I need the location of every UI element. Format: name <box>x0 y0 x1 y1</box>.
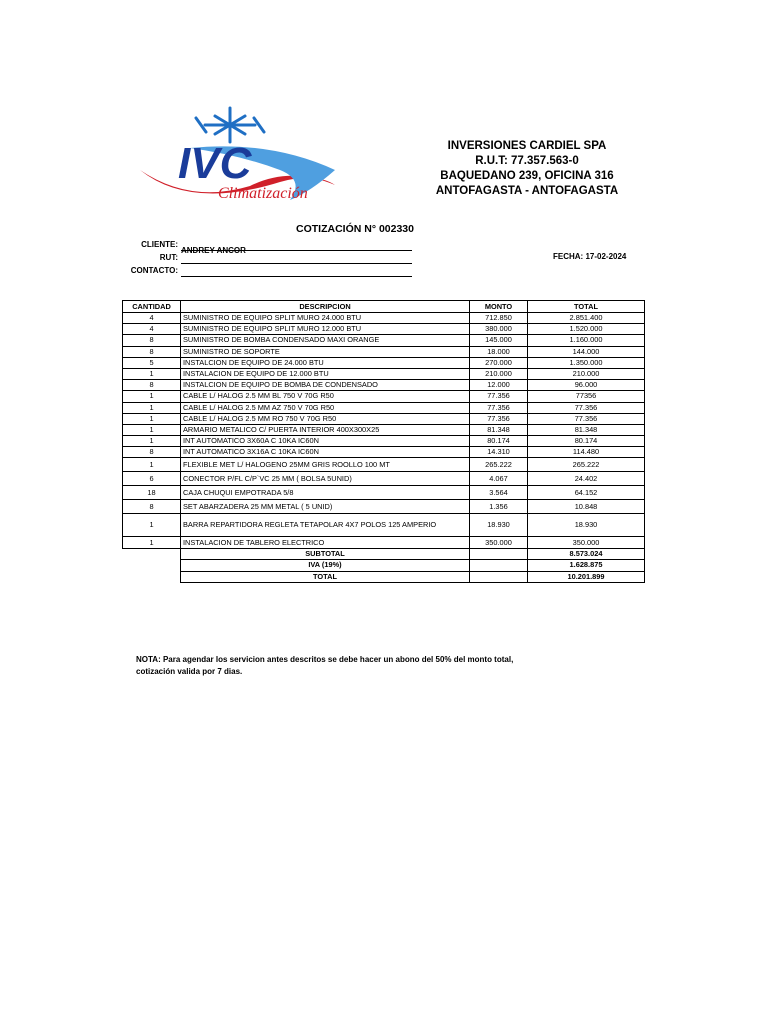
row-descripcion: SUMINISTRO DE SOPORTE <box>181 346 470 357</box>
row-descripcion: INSTALACION DE EQUIPO DE 12.000 BTU <box>181 368 470 379</box>
table-row <box>123 368 645 379</box>
company-name: INVERSIONES CARDIEL SPA <box>447 140 607 152</box>
table-row <box>123 313 645 324</box>
company-header <box>400 139 654 199</box>
table-row <box>123 537 645 548</box>
row-total: 96.000 <box>528 380 645 391</box>
row-total: 144.000 <box>528 346 645 357</box>
nota-text: NOTA: Para agendar los servicion antes descritos se debe hacer un abono del 50% del monto total, cotización valida por 7 dias. <box>136 655 514 676</box>
ivc-logo-graphic <box>130 100 340 218</box>
contacto-line <box>181 266 412 277</box>
total-value: 10.201.899 <box>528 571 645 583</box>
row-cantidad: 8 <box>123 380 181 391</box>
row-cantidad: 8 <box>123 447 181 458</box>
row-descripcion: CABLE L/ HALOG 2.5 MM RO 750 V 70G R50 <box>181 413 470 424</box>
header-cantidad: CANTIDAD <box>123 301 181 313</box>
row-monto: 270.000 <box>470 357 528 368</box>
row-cantidad: 1 <box>123 402 181 413</box>
row-monto: 145.000 <box>470 335 528 346</box>
table-row <box>123 472 645 486</box>
row-total: 114.480 <box>528 447 645 458</box>
table-row <box>123 436 645 447</box>
table-row <box>123 458 645 472</box>
row-cantidad: 4 <box>123 324 181 335</box>
row-cantidad: 8 <box>123 500 181 514</box>
row-total: 210.000 <box>528 368 645 379</box>
quote-title: COTIZACIÓN N° 002330 <box>296 223 414 235</box>
row-monto: 3.564 <box>470 486 528 500</box>
row-descripcion: INSTALACION DE TABLERO ELECTRICO <box>181 537 470 548</box>
table-row <box>123 402 645 413</box>
header-descripcion: DESCRIPCION <box>181 301 470 313</box>
table-header-row <box>123 301 645 313</box>
header-total: TOTAL <box>528 301 645 313</box>
row-cantidad: 1 <box>123 391 181 402</box>
items-table <box>122 300 645 583</box>
table-row <box>123 514 645 537</box>
row-cantidad: 1 <box>123 424 181 435</box>
fecha <box>553 252 626 261</box>
table-row <box>123 413 645 424</box>
row-total: 64.152 <box>528 486 645 500</box>
row-descripcion: ARMARIO METALICO C/ PUERTA INTERIOR 400X300X25 <box>181 424 470 435</box>
row-descripcion: SUMINISTRO DE EQUIPO SPLIT MURO 24.000 BTU <box>181 313 470 324</box>
row-total: 10.848 <box>528 500 645 514</box>
row-descripcion: INT AUTOMATICO 3X60A C 10KA IC60N <box>181 436 470 447</box>
row-descripcion: BARRA REPARTIDORA REGLETA TETAPOLAR 4X7 POLOS 125 AMPERIO <box>181 514 470 537</box>
row-cantidad: 8 <box>123 346 181 357</box>
row-monto: 77.356 <box>470 391 528 402</box>
row-descripcion: SET ABARZADERA 25 MM METAL ( 5 UNID) <box>181 500 470 514</box>
table-row <box>123 500 645 514</box>
row-total: 77.356 <box>528 402 645 413</box>
row-total: 1.160.000 <box>528 335 645 346</box>
subtotal-value: 8.573.024 <box>528 548 645 560</box>
row-monto: 380.000 <box>470 324 528 335</box>
row-cantidad: 1 <box>123 458 181 472</box>
row-cantidad: 1 <box>123 413 181 424</box>
cliente-line <box>181 240 412 255</box>
company-city: ANTOFAGASTA - ANTOFAGASTA <box>435 185 619 197</box>
row-cantidad: 4 <box>123 313 181 324</box>
row-cantidad: 1 <box>123 537 181 548</box>
row-monto: 80.174 <box>470 436 528 447</box>
rut-label: RUT: <box>159 253 178 262</box>
row-total: 18.930 <box>528 514 645 537</box>
row-cantidad: 18 <box>123 486 181 500</box>
contacto-label: CONTACTO: <box>130 266 178 275</box>
header-monto: MONTO <box>470 301 528 313</box>
row-total: 77.356 <box>528 413 645 424</box>
company-address: BAQUEDANO 239, OFICINA 316 <box>440 170 614 182</box>
table-row <box>123 447 645 458</box>
row-total: 350.000 <box>528 537 645 548</box>
row-total: 265.222 <box>528 458 645 472</box>
rut-line <box>181 253 412 264</box>
row-cantidad: 1 <box>123 368 181 379</box>
row-descripcion: CABLE L/ HALOG 2.5 MM AZ 750 V 70G R50 <box>181 402 470 413</box>
iva-row <box>123 560 645 572</box>
row-cantidad: 8 <box>123 335 181 346</box>
row-monto: 265.222 <box>470 458 528 472</box>
cliente-value: ANDREY ANCOR <box>181 246 246 255</box>
iva-value: 1.628.875 <box>528 560 645 572</box>
row-descripcion: SUMINISTRO DE BOMBA CONDENSADO MAXI ORANGE <box>181 335 470 346</box>
row-monto: 4.067 <box>470 472 528 486</box>
row-monto: 77.356 <box>470 402 528 413</box>
total-empty <box>470 571 528 583</box>
logo-text: IVC <box>178 139 252 188</box>
row-monto: 712.850 <box>470 313 528 324</box>
row-monto: 350.000 <box>470 537 528 548</box>
row-monto: 81.348 <box>470 424 528 435</box>
fecha-label: FECHA: <box>553 252 584 261</box>
row-descripcion: INT AUTOMATICO 3X16A C 10KA IC60N <box>181 447 470 458</box>
cliente-label: CLIENTE: <box>141 240 178 249</box>
row-total: 24.402 <box>528 472 645 486</box>
row-total: 81.348 <box>528 424 645 435</box>
total-row <box>123 571 645 583</box>
row-cantidad: 6 <box>123 472 181 486</box>
row-monto: 210.000 <box>470 368 528 379</box>
company-logo <box>130 100 340 218</box>
iva-label: IVA (19%) <box>181 560 470 572</box>
logo-subtitle: Climatización <box>218 185 308 202</box>
row-descripcion: CONECTOR P/FL C/P`VC 25 MM ( BOLSA 5UNID) <box>181 472 470 486</box>
row-total: 2.851.400 <box>528 313 645 324</box>
row-monto: 12.000 <box>470 380 528 391</box>
items-table-body <box>123 313 645 549</box>
table-row <box>123 346 645 357</box>
table-row <box>123 324 645 335</box>
row-cantidad: 1 <box>123 436 181 447</box>
subtotal-empty <box>470 548 528 560</box>
row-total: 77356 <box>528 391 645 402</box>
subtotal-row <box>123 548 645 560</box>
table-row <box>123 357 645 368</box>
row-descripcion: SUMINISTRO DE EQUIPO SPLIT MURO 12.000 BTU <box>181 324 470 335</box>
company-rut: R.U.T: 77.357.563-0 <box>475 155 579 167</box>
row-descripcion: CAJA CHUQUI EMPOTRADA 5/8 <box>181 486 470 500</box>
table-row <box>123 335 645 346</box>
table-row <box>123 486 645 500</box>
row-cantidad: 5 <box>123 357 181 368</box>
row-total: 1.520.000 <box>528 324 645 335</box>
row-monto: 14.310 <box>470 447 528 458</box>
snowflake-icon <box>196 108 264 142</box>
row-descripcion: INSTALCION DE EQUIPO DE BOMBA DE CONDENSADO <box>181 380 470 391</box>
table-row <box>123 391 645 402</box>
total-label: TOTAL <box>181 571 470 583</box>
subtotal-label: SUBTOTAL <box>181 548 470 560</box>
row-monto: 77.356 <box>470 413 528 424</box>
iva-empty <box>470 560 528 572</box>
table-row <box>123 380 645 391</box>
row-total: 1.350.000 <box>528 357 645 368</box>
fecha-value: 17-02-2024 <box>585 252 627 261</box>
row-monto: 18.930 <box>470 514 528 537</box>
row-total: 80.174 <box>528 436 645 447</box>
row-monto: 1.356 <box>470 500 528 514</box>
table-row <box>123 424 645 435</box>
row-descripcion: INSTALCION DE EQUIPO DE 24.000 BTU <box>181 357 470 368</box>
row-cantidad: 1 <box>123 514 181 537</box>
row-monto: 18.000 <box>470 346 528 357</box>
row-descripcion: FLEXIBLE MET L/ HALOGENO 25MM GRIS ROOLLO 100 MT <box>181 458 470 472</box>
row-descripcion: CABLE L/ HALOG 2.5 MM BL 750 V 70G R50 <box>181 391 470 402</box>
